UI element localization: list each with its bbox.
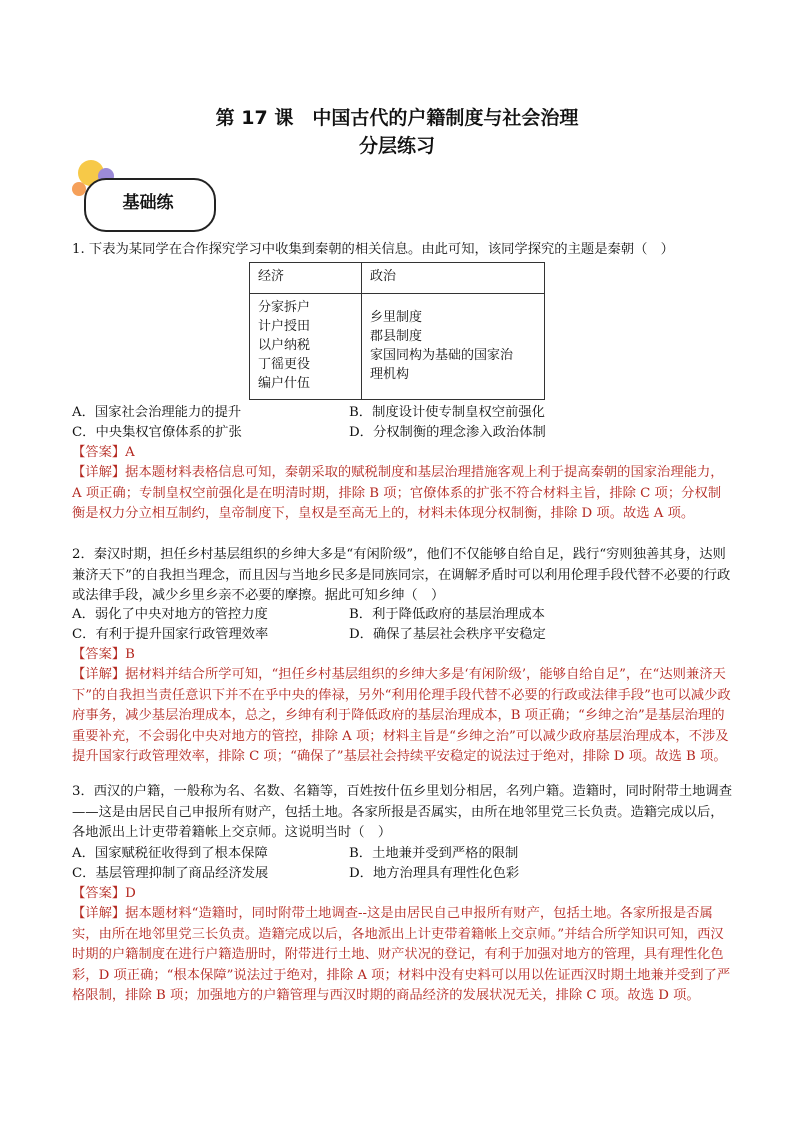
section-label: 基础练 <box>122 193 174 213</box>
q1-option-c: C．中央集权官僚体系的扩张 <box>72 425 242 440</box>
q1-option-a: A．国家社会治理能力的提升 <box>72 405 242 420</box>
q2-explanation: 【详解】据材料并结合所学可知，“担任乡村基层组织的乡绅大多是‘有闲阶级’，能够自给自足”，在“达则兼济天下”的自我担当责任意识下并不在乎中央的俸禄，另外“利用伦理手段代替不必要的行政或法律手段”也可以减少政府事务，减少基层治理成本，总之，乡绅有利于降低政府的基层治理成本，B 项正确；“乡绅之治”是基层治理的重要补充，不会弱化中央对地方的管控，排除 A 项；材料主旨是“乡绅之治”可以减少政府基层治理成本，不涉及提升国家行政管理效率，排除 C 项；“确保了”基层社会持续平安稳定的说法过于绝对，排除 D 项。故选 B 项。 <box>72 667 731 764</box>
politics-item: 家国同构为基础的国家治 <box>370 348 514 363</box>
q1-option-d: D．分权制衡的理念渗入政治体制 <box>349 425 546 440</box>
economy-item: 计户授田 <box>258 319 311 334</box>
economy-item: 编户什伍 <box>258 376 311 391</box>
q1-stem: 1. 下表为某同学在合作探究学习中收集到秦朝的相关信息。由此可知，该同学探究的主题是秦朝（ ） <box>72 242 674 257</box>
q2-option-c: C．有利于提升国家行政管理效率 <box>72 627 269 642</box>
economy-item: 分家拆户 <box>258 300 311 315</box>
q3-option-c: C．基层管理抑制了商品经济发展 <box>72 866 269 881</box>
table-header-economy: 经济 <box>250 263 362 294</box>
q3-option-b: B．土地兼并受到严格的限制 <box>349 846 519 861</box>
table-header-politics: 政治 <box>362 263 545 294</box>
table-cell-politics <box>362 294 545 400</box>
q3-option-a: A．国家赋税征收得到了根本保障 <box>72 846 268 861</box>
q2-stem: 2．秦汉时期，担任乡村基层组织的乡绅大多是“有闲阶级”，他们不仅能够自给自足，践行“穷则独善其身，达则兼济天下”的自我担当理念，而且因与当地乡民多是同族同宗，在调解矛盾时可以利用伦理手段代替不必要的行政或法律手段，减少乡里乡亲不必要的摩擦。据此可知乡绅（ ） <box>72 547 731 603</box>
q3-explanation: 【详解】据本题材料“造籍时，同时附带土地调查--这是由居民自己申报所有财产，包括土地。各家所报是否属实，由所在地邻里党三长负责。造籍完成以后，各地派出上计吏带着籍帐上交京师。”并结合所学知识可知，西汉时期的户籍制度在进行户籍造册时，附带进行土地、财产状况的登记，有利于加强对地方的管理，具有理性化色彩，D 项正确；“根本保障”说法过于绝对，排除 A 项；材料中没有史料可以用以佐证西汉时期土地兼并受到了严格限制，排除 B 项；加强地方的户籍管理与西汉时期的商品经济的发展状况无关，排除 C 项。故选 D 项。 <box>72 906 731 1003</box>
q2-option-a: A．弱化了中央对地方的管控力度 <box>72 607 268 622</box>
q2-option-d: D．确保了基层社会秩序平安稳定 <box>349 627 546 642</box>
q3-answer: 【答案】D <box>72 886 136 901</box>
politics-item: 乡里制度 <box>370 310 423 325</box>
q3-stem: 3．西汉的户籍，一般称为名、名数、名籍等，百姓按什伍乡里划分相居，名列户籍。造籍时，同时附带土地调查——这是由居民自己申报所有财产，包括土地。各家所报是否属实，由所在地邻里党三长负责。造籍完成以后，各地派出上计吏带着籍帐上交京师。这说明当时（ ） <box>72 784 733 840</box>
economy-item: 丁徭更役 <box>258 357 311 372</box>
section-badge <box>72 158 217 236</box>
q3-option-d: D．地方治理具有理性化色彩 <box>349 866 520 881</box>
table-cell-economy <box>250 294 362 400</box>
q1-explanation: 【详解】据本题材料表格信息可知，秦朝采取的赋税制度和基层治理措施客观上利于提高秦朝的国家治理能力，A 项正确；专制皇权空前强化是在明清时期，排除 B 项；官僚体系的扩张不符合材料主旨，排除 C 项；分权制衡是权力分立相互制约，皇帝制度下，皇权是至高无上的，材料未体现分权制衡，排除 D 项。故选 A 项。 <box>72 465 724 521</box>
q1-option-b: B．制度设计使专制皇权空前强化 <box>349 405 545 420</box>
page-title: 第 17 课 中国古代的户籍制度与社会治理 <box>215 107 579 129</box>
page-subtitle: 分层练习 <box>358 135 435 157</box>
economy-item: 以户纳税 <box>258 338 311 353</box>
q1-answer: 【答案】A <box>72 445 135 460</box>
politics-item: 郡县制度 <box>370 329 423 344</box>
q1-table <box>249 262 545 400</box>
q2-option-b: B．利于降低政府的基层治理成本 <box>349 607 545 622</box>
q2-answer: 【答案】B <box>72 647 135 662</box>
politics-item: 理机构 <box>370 367 410 382</box>
